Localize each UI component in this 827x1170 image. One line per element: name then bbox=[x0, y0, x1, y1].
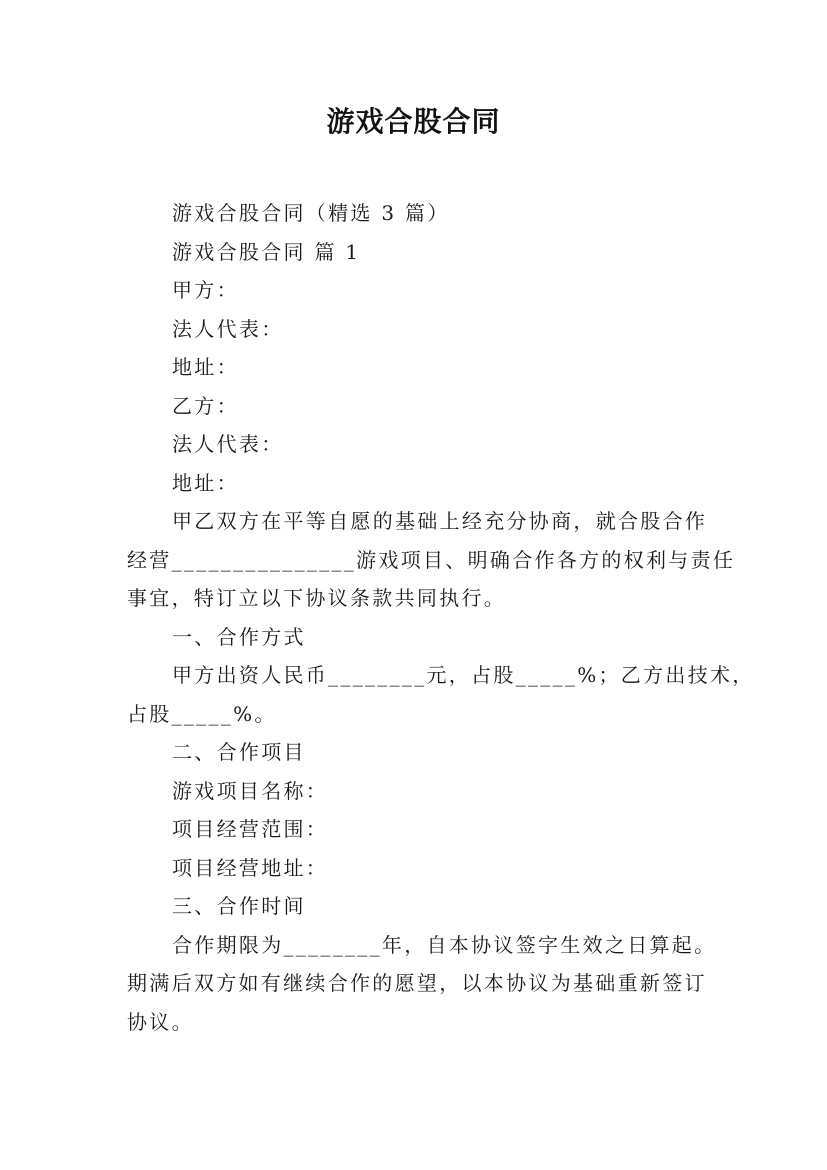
subtitle-line: 游戏合股合同（精选 3 篇） bbox=[172, 201, 450, 225]
party-b-address: 地址： bbox=[172, 470, 239, 495]
paragraph-line: 占股_____%。 bbox=[127, 701, 277, 726]
clause-heading-cooperation-method: 一、合作方式 bbox=[172, 624, 306, 649]
party-b-label: 乙方： bbox=[172, 393, 239, 418]
paragraph-line: 合作期限为________年，自本协议签字生效之日算起。 bbox=[172, 932, 717, 957]
party-a-label: 甲方： bbox=[172, 278, 239, 302]
paragraph-line: 经营_______________游戏项目、明确合作各方的权利与责任 bbox=[127, 547, 736, 572]
party-b-representative: 法人代表： bbox=[172, 432, 284, 456]
paragraph-line: 期满后双方如有继续合作的愿望，以本协议为基础重新签订 bbox=[127, 971, 707, 995]
paragraph-line: 事宜，特订立以下协议条款共同执行。 bbox=[127, 586, 507, 610]
project-address-line: 项目经营地址： bbox=[172, 855, 329, 880]
clause-heading-cooperation-project: 二、合作项目 bbox=[172, 740, 306, 764]
document-title: 游戏合股合同 bbox=[326, 105, 501, 138]
paragraph-line: 甲方出资人民币________元，占股_____%；乙方出技术， bbox=[172, 663, 755, 687]
paragraph-line: 协议。 bbox=[127, 1009, 194, 1034]
party-a-representative: 法人代表： bbox=[172, 316, 284, 341]
project-name-line: 游戏项目名称： bbox=[172, 778, 329, 803]
document-body bbox=[127, 194, 755, 1041]
paragraph-line: 甲乙双方在平等自愿的基础上经充分协商，就合股合作 bbox=[172, 509, 708, 533]
party-a-address: 地址： bbox=[172, 355, 239, 379]
project-scope-line: 项目经营范围： bbox=[172, 817, 329, 841]
section-heading: 游戏合股合同 篇 1 bbox=[172, 239, 361, 264]
clause-heading-cooperation-time: 三、合作时间 bbox=[172, 894, 306, 918]
